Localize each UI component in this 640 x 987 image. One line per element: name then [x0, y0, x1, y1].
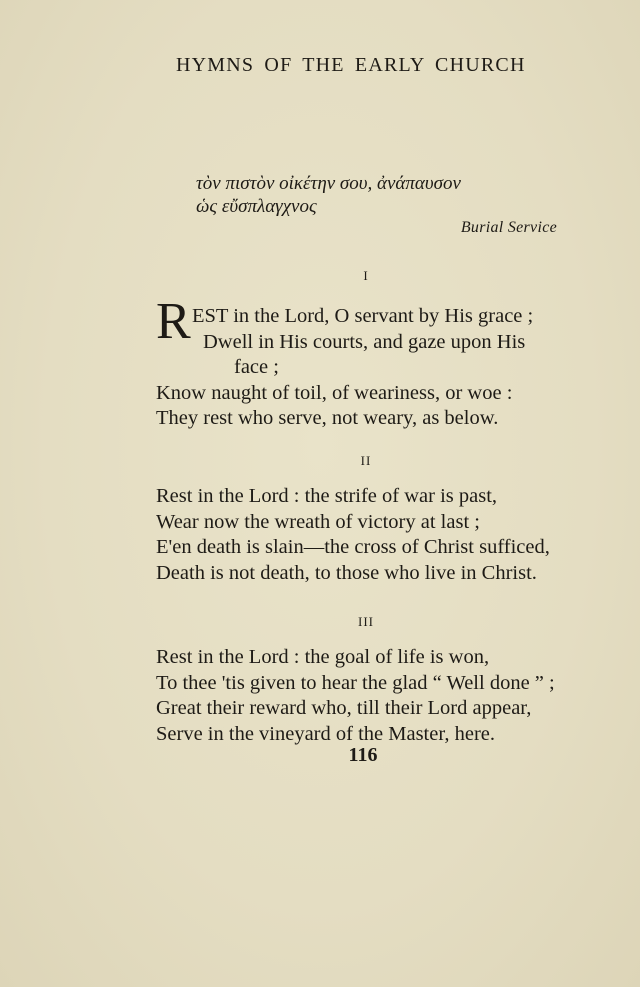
epigraph-line: τὸν πιστὸν οἰκέτην σου, ἀνάπαυσον	[196, 173, 461, 194]
verse-line: Dwell in His courts, and gaze upon His	[203, 330, 526, 353]
greek-epigraph	[196, 172, 461, 218]
page-number: 116	[348, 744, 378, 766]
verse-line: Great their reward who, till their Lord appear,	[156, 697, 532, 719]
verse-line: Serve in the vineyard of the Master, here.	[156, 722, 496, 745]
stanza	[156, 645, 555, 747]
stanza	[156, 484, 550, 586]
verse-line: Know naught of toil, of weariness, or woe :	[156, 381, 513, 404]
verse-line: Rest in the Lord : the goal of life is won,	[156, 646, 490, 668]
stanza-number: II	[360, 453, 372, 468]
running-head: HYMNS OF THE EARLY CHURCH	[176, 54, 526, 76]
verse-line: To thee 'tis given to hear the glad “ Well done ” ;	[156, 671, 555, 694]
verse-line: They rest who serve, not weary, as below.	[156, 407, 499, 429]
drop-cap: R	[156, 293, 191, 350]
verse-line: EST in the Lord, O servant by His grace ;	[192, 305, 534, 327]
epigraph-source: Burial Service	[460, 219, 557, 236]
verse-line: Rest in the Lord : the strife of war is past,	[156, 485, 498, 507]
verse-line: face ;	[234, 356, 279, 378]
stanza-number: I	[363, 268, 369, 283]
verse-line: Death is not death, to those who live in Christ.	[156, 561, 537, 584]
verse-line: E'en death is slain—the cross of Christ sufficed,	[156, 536, 550, 558]
epigraph-line: ὡς εὔσπλαγχνος	[196, 196, 317, 217]
stanza-number: III	[358, 614, 374, 629]
stanza	[156, 304, 533, 432]
verse-line: Wear now the wreath of victory at last ;	[156, 510, 480, 533]
